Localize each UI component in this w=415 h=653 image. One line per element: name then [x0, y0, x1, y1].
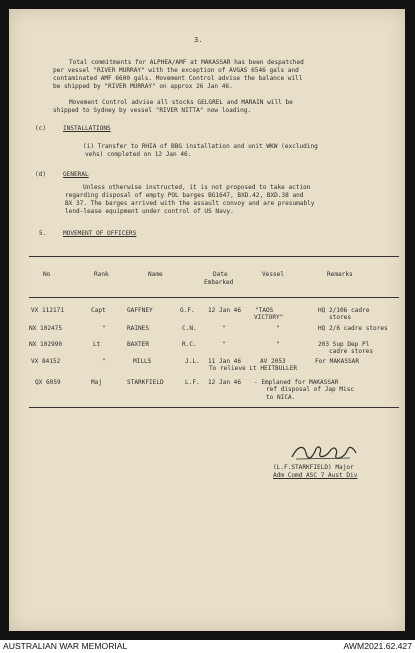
section-d-heading: GENERAL	[63, 171, 89, 178]
row-date: 12 Jan 46	[208, 379, 242, 386]
row-name: MILLS	[133, 358, 152, 365]
col-header-date: Date	[213, 271, 228, 278]
footer-accession-number: AWM2021.62.427	[343, 641, 412, 651]
row-rank: Capt	[91, 307, 106, 314]
table-header-rule	[29, 297, 399, 298]
row-note: to NICA.	[266, 394, 296, 401]
row-no: NX 102990	[29, 341, 63, 348]
row-rank: Lt	[93, 341, 101, 348]
col-header-no: No	[43, 271, 51, 278]
row-remarks: 203 Sup Dep Pl	[318, 341, 370, 348]
row-date: "	[222, 325, 226, 332]
col-header-rank: Rank	[94, 271, 109, 278]
para1-line-3: be shipped by "RIVER MURRAY" on approx 26 Jan 46.	[53, 83, 233, 90]
row-no: VX 84152	[31, 358, 61, 365]
handwritten-signature	[290, 441, 360, 463]
section-c-letter: (c)	[35, 125, 47, 132]
footer-institution: AUSTRALIAN WAR MEMORIAL	[3, 641, 128, 651]
row-initials: J.L.	[185, 358, 200, 365]
section-d-line-3: lend-lease equipment under control of US Navy.	[65, 208, 234, 215]
row-date: "	[222, 341, 226, 348]
section-d-line-1: regarding disposal of empty POL barges BG1647, BXD.42, BXD.38 and	[65, 192, 304, 199]
section-d-line-0: Unless otherwise instructed, it is not proposed to take action	[83, 184, 311, 191]
table-top-rule	[29, 256, 399, 257]
row-vessel: AV 2053	[260, 358, 286, 365]
row-initials: R.C.	[182, 341, 197, 348]
section-c-line-0: (i) Transfer to RHIA of BBG installation and unit WKW (excluding	[83, 143, 318, 150]
table-bottom-rule	[29, 407, 399, 408]
row-remarks-cont: cadre stores	[329, 348, 374, 355]
col-header-remarks: Remarks	[327, 271, 353, 278]
row-vessel-cont: VICTORY"	[254, 314, 284, 321]
row-vessel: - Emplaned for MAKASSAR	[254, 379, 339, 386]
footer-bar	[0, 640, 415, 653]
row-initials: L.F.	[185, 379, 200, 386]
row-name: GAFFNEY	[127, 307, 153, 314]
para2-line-1: shipped to Sydney by vessel "RIVER NITTA" now loading.	[53, 107, 252, 114]
para1-line-2: contaminated AMF 6600 gals. Movement Control advise the balance will	[53, 75, 303, 82]
section-d-line-2: BX 37. The barges arrived with the assault convoy and are presumably	[65, 200, 315, 207]
row-remarks: HQ 2/106 cadre	[318, 307, 370, 314]
row-rank: "	[102, 325, 106, 332]
section-d-letter: (d)	[35, 171, 47, 178]
row-no: QX 6059	[35, 379, 61, 386]
section-5-heading: MOVEMENT OF OFFICERS	[63, 230, 137, 237]
signature-name: (L.F.STARKFIELD) Major	[273, 464, 354, 471]
row-rank: Maj	[91, 379, 103, 386]
para1-line-1: per vessel "RIVER MURRAY" with the exception of AVGAS 6546 gals and	[53, 67, 299, 74]
row-no: NX 102475	[29, 325, 63, 332]
row-initials: G.F.	[180, 307, 195, 314]
row-no: VX 112171	[31, 307, 65, 314]
row-date: 11 Jan 46	[208, 358, 242, 365]
row-remarks: For MAKASSAR	[315, 358, 360, 365]
row-remarks: HQ 2/6 cadre stores	[318, 325, 388, 332]
section-c-line-1: vehs) completed on 12 Jan 46.	[85, 151, 192, 158]
row-note: To relieve Lt HEITBULLER	[209, 365, 298, 372]
col-header-date-embarked: Embarked	[204, 279, 234, 286]
typed-document	[9, 9, 405, 631]
row-name: STARKFIELD	[127, 379, 164, 386]
row-vessel-cont: ref disposal of Jap Misc	[266, 386, 355, 393]
row-rank: "	[102, 358, 106, 365]
row-date: 12 Jan 46	[208, 307, 242, 314]
section-c-heading: INSTALLATIONS	[63, 125, 111, 132]
para2-line-0: Movement Control advise all stocks GELGREL and MARAIN will be	[69, 99, 293, 106]
document-page	[9, 9, 405, 631]
row-remarks-cont: stores	[329, 314, 352, 321]
row-vessel: "	[276, 341, 280, 348]
row-name: RAINES	[127, 325, 150, 332]
row-vessel: "	[276, 325, 280, 332]
page-number: 3.	[194, 36, 203, 44]
row-initials: C.N.	[182, 325, 197, 332]
section-5-number: 5.	[39, 230, 47, 237]
col-header-name: Name	[148, 271, 163, 278]
para1-line-0: Total commitments for ALPHEA/AMF at MAKASSAR has been despatched	[69, 59, 304, 66]
signature-title: Adm Comd ASC 7 Aust Div	[273, 472, 358, 479]
col-header-vessel: Vessel	[262, 271, 285, 278]
row-vessel: "TAOS	[255, 307, 274, 314]
row-name: BAXTER	[127, 341, 150, 348]
